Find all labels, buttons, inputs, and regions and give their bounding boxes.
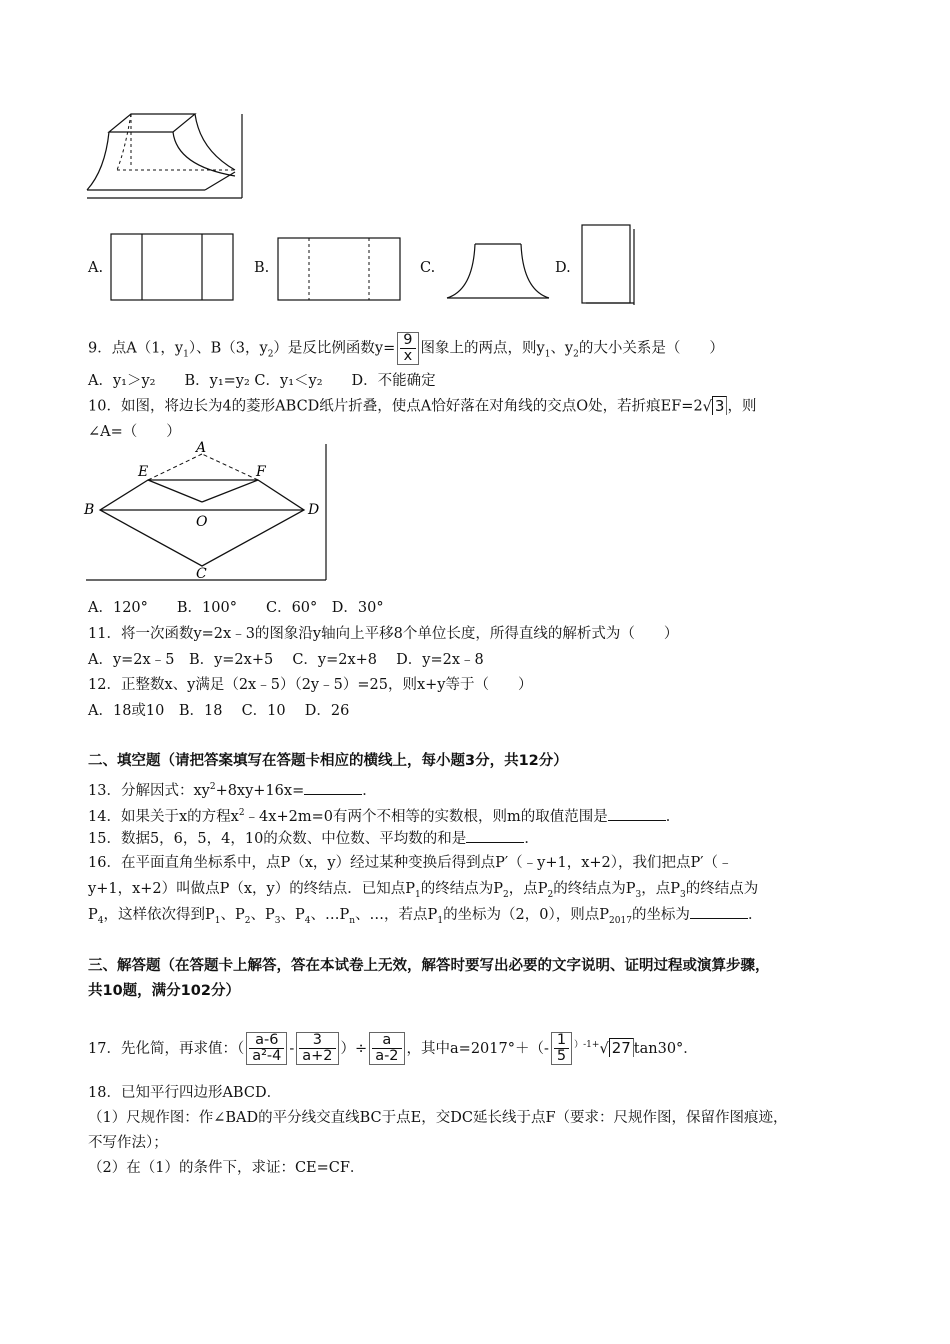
question-10-line2: ∠A=（ ）	[88, 424, 181, 440]
fraction-4: $\frac{1}{5}$	[551, 1032, 572, 1065]
question-10-line1: 10．如图，将边长为4的菱形ABCD纸片折叠，使点A恰好落在对角线的交点O处，若折痕EF=2√ 3 ，则	[88, 397, 757, 415]
answer-blank-16[interactable]	[690, 904, 748, 919]
sqrt-27: √ 27	[599, 1031, 633, 1066]
question-16-line1: 16．在平面直角坐标系中，点P（x，y）经过某种变换后得到点P′（﹣y+1，x+2），我们把点P′（﹣	[88, 855, 733, 871]
section-3-header-line1: 三、解答题（在答题卡上解答，答在本试卷上无效，解答时要写出必要的文字说明、证明过程或演算步骤，	[88, 958, 770, 974]
fraction-2: $\frac{3}{a+2}$	[296, 1032, 338, 1065]
question-18-part2: （2）在（1）的条件下，求证：CE=CF．	[88, 1160, 365, 1176]
label-E: E	[138, 464, 149, 480]
label-C: C	[196, 566, 207, 582]
question-18-part1-line1: （1）尺规作图：作∠BAD的平分线交直线BC于点E，交DC延长线于点F（要求：尺规作图，保留作图痕迹，	[88, 1110, 788, 1126]
question-18: 18．已知平行四边形ABCD．	[88, 1085, 282, 1101]
question-16-line2: y+1，x+2）叫做点P（x，y）的终结点．已知点$P_1$的终结点为$P_2$，点$P_2$的终结点为$P_3$，点$P_3$的终结点为	[88, 881, 759, 900]
question-10-options: A．120° B．100° C．60° D．30°	[88, 600, 384, 616]
question-18-part1-line2: 不写作法）；	[88, 1135, 168, 1151]
label-A: A	[196, 440, 207, 456]
sqrt-3: √ 3	[703, 396, 728, 417]
option-d-label: D.	[555, 260, 571, 276]
question-9: 9．点A（1，$y_1$）、B（3，$y_2$）是反比例函数y= $\frac{9}{x}$ 图象上的两点，则$y_1$、$y_2$的大小关系是（ ）	[88, 332, 724, 364]
question-12-options: A．18或10 B．18 C．10 D．26	[88, 703, 350, 719]
fraction-1: $\frac{a-6}{\text{a²-4}}$	[246, 1032, 287, 1065]
option-a-figure	[108, 230, 238, 304]
option-b-figure	[275, 234, 405, 304]
question-11-options: A．y=2x﹣5 B．y=2x+5 C．y=2x+8 D．y=2x﹣8	[88, 652, 484, 668]
question-16-line3: $P_4$，这样依次得到$P_1$、$P_2$、$P_3$、$P_4$、$\dots P_n$、…，若点$P_1$的坐标为（2，0），则点$P_{2017}$的坐标为 ．	[88, 904, 762, 931]
label-D: D	[308, 502, 320, 518]
answer-blank-13[interactable]	[304, 780, 362, 795]
frustum-solid-figure	[85, 110, 245, 202]
rhombus-fold-figure	[82, 440, 332, 586]
question-11: 11．将一次函数y=2x﹣3的图象沿y轴向上平移8个单位长度，所得直线的解析式为（ ）	[88, 626, 679, 642]
label-O: O	[196, 514, 208, 530]
section-2-header: 二、填空题（请把答案填写在答题卡相应的横线上，每小题3分，共12分）	[88, 753, 568, 769]
option-c-label: C.	[420, 260, 436, 276]
label-F: F	[256, 464, 266, 480]
question-9-options: A．y₁＞y₂ B．y₁=y₂ C．y₁＜y₂ D．不能确定	[88, 373, 436, 389]
label-B: B	[84, 502, 95, 518]
option-c-figure	[443, 240, 553, 304]
option-a-label: A.	[88, 260, 104, 276]
answer-blank-14[interactable]	[608, 806, 666, 821]
option-d-figure	[578, 221, 638, 309]
question-17: 17．先化简，再求值：（ $\frac{a-6}{\text{a²-4}}$ - $\frac{3}{a+2}$ ）÷ $\frac{a}{a-2}$ ，其中a=2017°＋（- $\frac{1}{5}$ $^{)-1+}$√ 27 tan30°．	[88, 1032, 698, 1065]
answer-blank-15[interactable]	[466, 828, 524, 843]
question-13: 13．分解因式：$xy^2+8xy+16x=$ ．	[88, 777, 377, 801]
section-3-header-line2: 共10题，满分102分）	[88, 983, 240, 999]
fraction-3: $\frac{a}{a-2}$	[369, 1032, 404, 1065]
question-12: 12．正整数x、y满足（2x﹣5）（2y﹣5）=25，则x+y等于（ ）	[88, 677, 533, 693]
option-b-label: B.	[254, 260, 270, 276]
question-14: 14．如果关于x的方程$x^2﹣4x+2m=0$有两个不相等的实数根，则m的取值范围是 ．	[88, 803, 680, 827]
fraction-9-over-x: $\frac{9}{x}$	[397, 332, 418, 365]
question-15: 15．数据5，6，5，4，10的众数、中位数、平均数的和是 ．	[88, 828, 539, 849]
